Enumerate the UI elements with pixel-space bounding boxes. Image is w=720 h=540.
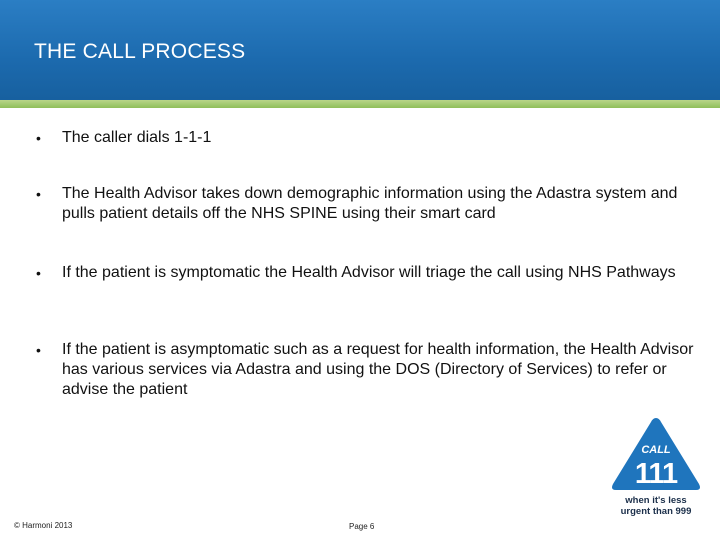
bullet-item-1 [36, 128, 696, 148]
bullet-text: The Health Advisor takes down demographic information using the Adastra system and pulls patient details off the NHS SPINE using their smart card [62, 185, 678, 222]
bullet-item-2 [36, 184, 696, 224]
logo-number-text: 111 [634, 458, 678, 490]
logo-tagline-line2: urgent than 999 [620, 506, 692, 517]
bullet-text: If the patient is symptomatic the Health Advisor will triage the call using NHS Pathways [62, 264, 676, 281]
bullet-text: If the patient is asymptomatic such as a request for health information, the Health Advisor has various services via Adastra and using the DOS (Directory of Services) to refer or advise the patient [62, 341, 694, 398]
logo-call-text: CALL [641, 444, 671, 456]
bullet-marker: • [36, 130, 41, 146]
bullet-item-4 [36, 340, 696, 400]
bullet-marker: • [36, 186, 41, 202]
header-accent-stripe [0, 100, 720, 108]
nhs-111-logo [606, 414, 706, 524]
bullet-item-3 [36, 263, 696, 283]
footer-page-number: Page 6 [349, 522, 375, 531]
bullet-marker: • [36, 342, 41, 358]
bullet-marker: • [36, 265, 41, 281]
logo-tagline-line1: when it's less [625, 495, 687, 506]
slide-title: THE CALL PROCESS [34, 40, 246, 63]
bullet-text: The caller dials 1-1-1 [62, 129, 212, 146]
footer-copyright: © Harmoni 2013 [14, 521, 73, 530]
